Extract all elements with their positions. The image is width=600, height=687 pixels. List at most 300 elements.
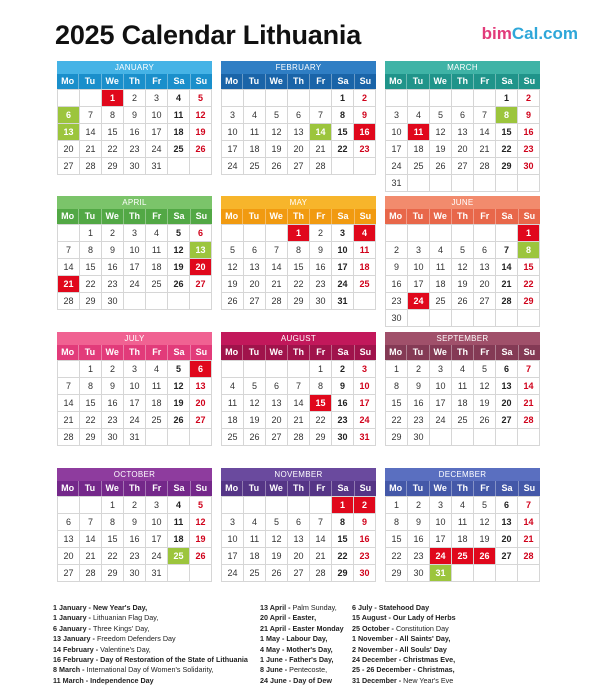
day-cell[interactable]: 11: [452, 514, 474, 531]
day-cell[interactable]: 6: [474, 242, 496, 259]
day-cell[interactable]: 1: [332, 90, 354, 107]
day-cell[interactable]: 19: [190, 531, 212, 548]
day-cell[interactable]: 9: [354, 107, 376, 124]
day-cell[interactable]: 28: [288, 429, 310, 446]
day-cell[interactable]: 20: [190, 395, 212, 412]
day-cell[interactable]: 10: [430, 378, 452, 395]
day-cell[interactable]: 27: [496, 412, 518, 429]
day-cell[interactable]: 16: [408, 531, 430, 548]
day-cell[interactable]: 19: [430, 141, 452, 158]
day-cell[interactable]: 19: [266, 141, 288, 158]
day-cell[interactable]: 1: [518, 225, 540, 242]
day-cell[interactable]: 17: [354, 395, 376, 412]
day-cell[interactable]: 22: [386, 412, 408, 429]
day-cell[interactable]: 21: [266, 276, 288, 293]
day-cell[interactable]: 26: [474, 412, 496, 429]
day-cell[interactable]: 17: [430, 531, 452, 548]
day-cell[interactable]: 27: [58, 565, 80, 582]
day-cell[interactable]: 8: [80, 242, 102, 259]
day-cell[interactable]: 19: [190, 124, 212, 141]
day-cell[interactable]: 26: [190, 141, 212, 158]
day-cell[interactable]: 10: [408, 259, 430, 276]
day-cell[interactable]: 20: [58, 141, 80, 158]
day-cell[interactable]: 12: [430, 124, 452, 141]
day-cell[interactable]: 29: [386, 429, 408, 446]
day-cell[interactable]: 27: [244, 293, 266, 310]
day-cell[interactable]: 1: [102, 90, 124, 107]
day-cell[interactable]: 18: [452, 531, 474, 548]
day-cell[interactable]: 9: [124, 107, 146, 124]
day-cell[interactable]: 24: [124, 276, 146, 293]
day-cell[interactable]: 13: [190, 242, 212, 259]
day-cell[interactable]: 9: [124, 514, 146, 531]
day-cell[interactable]: 14: [288, 395, 310, 412]
day-cell[interactable]: 12: [474, 514, 496, 531]
day-cell[interactable]: 22: [288, 276, 310, 293]
day-cell[interactable]: 29: [332, 565, 354, 582]
day-cell[interactable]: 6: [58, 514, 80, 531]
day-cell[interactable]: 25: [244, 565, 266, 582]
day-cell[interactable]: 23: [354, 141, 376, 158]
day-cell[interactable]: 26: [266, 565, 288, 582]
day-cell[interactable]: 3: [124, 225, 146, 242]
day-cell[interactable]: 8: [386, 378, 408, 395]
day-cell[interactable]: 18: [408, 141, 430, 158]
day-cell[interactable]: 26: [190, 548, 212, 565]
day-cell[interactable]: 24: [354, 412, 376, 429]
day-cell[interactable]: 23: [408, 412, 430, 429]
day-cell[interactable]: 4: [222, 378, 244, 395]
day-cell[interactable]: 12: [266, 531, 288, 548]
day-cell[interactable]: 14: [310, 531, 332, 548]
day-cell[interactable]: 20: [190, 259, 212, 276]
day-cell[interactable]: 8: [386, 514, 408, 531]
day-cell[interactable]: 4: [168, 497, 190, 514]
day-cell[interactable]: 12: [244, 395, 266, 412]
day-cell[interactable]: 3: [354, 361, 376, 378]
day-cell[interactable]: 6: [190, 361, 212, 378]
day-cell[interactable]: 8: [518, 242, 540, 259]
day-cell[interactable]: 5: [190, 90, 212, 107]
day-cell[interactable]: 1: [102, 497, 124, 514]
day-cell[interactable]: 14: [518, 378, 540, 395]
day-cell[interactable]: 10: [332, 242, 354, 259]
day-cell[interactable]: 19: [266, 548, 288, 565]
day-cell[interactable]: 11: [244, 531, 266, 548]
day-cell[interactable]: 21: [496, 276, 518, 293]
day-cell[interactable]: 27: [474, 293, 496, 310]
day-cell[interactable]: 2: [354, 497, 376, 514]
day-cell[interactable]: 26: [266, 158, 288, 175]
day-cell[interactable]: 2: [102, 361, 124, 378]
day-cell[interactable]: 7: [518, 361, 540, 378]
day-cell[interactable]: 2: [386, 242, 408, 259]
day-cell[interactable]: 15: [102, 124, 124, 141]
day-cell[interactable]: 26: [168, 412, 190, 429]
day-cell[interactable]: 22: [102, 548, 124, 565]
day-cell[interactable]: 31: [124, 429, 146, 446]
day-cell[interactable]: 9: [518, 107, 540, 124]
day-cell[interactable]: 26: [430, 158, 452, 175]
day-cell[interactable]: 4: [244, 107, 266, 124]
day-cell[interactable]: 31: [146, 158, 168, 175]
day-cell[interactable]: 17: [332, 259, 354, 276]
day-cell[interactable]: 7: [58, 378, 80, 395]
day-cell[interactable]: 7: [310, 514, 332, 531]
day-cell[interactable]: 6: [496, 497, 518, 514]
day-cell[interactable]: 29: [102, 565, 124, 582]
day-cell[interactable]: 27: [288, 565, 310, 582]
day-cell[interactable]: 30: [408, 429, 430, 446]
day-cell[interactable]: 1: [386, 361, 408, 378]
day-cell[interactable]: 31: [430, 565, 452, 582]
day-cell[interactable]: 17: [124, 395, 146, 412]
day-cell[interactable]: 11: [168, 514, 190, 531]
day-cell[interactable]: 16: [354, 124, 376, 141]
day-cell[interactable]: 9: [310, 242, 332, 259]
day-cell[interactable]: 20: [266, 412, 288, 429]
day-cell[interactable]: 18: [354, 259, 376, 276]
day-cell[interactable]: 18: [168, 531, 190, 548]
day-cell[interactable]: 29: [518, 293, 540, 310]
day-cell[interactable]: 24: [124, 412, 146, 429]
day-cell[interactable]: 4: [452, 497, 474, 514]
day-cell[interactable]: 16: [102, 395, 124, 412]
day-cell[interactable]: 14: [474, 124, 496, 141]
day-cell[interactable]: 17: [386, 141, 408, 158]
day-cell[interactable]: 20: [452, 141, 474, 158]
day-cell[interactable]: 21: [518, 531, 540, 548]
day-cell[interactable]: 22: [80, 276, 102, 293]
day-cell[interactable]: 1: [80, 225, 102, 242]
day-cell[interactable]: 9: [102, 242, 124, 259]
day-cell[interactable]: 16: [518, 124, 540, 141]
day-cell[interactable]: 12: [266, 124, 288, 141]
day-cell[interactable]: 1: [80, 361, 102, 378]
day-cell[interactable]: 4: [146, 361, 168, 378]
day-cell[interactable]: 24: [146, 141, 168, 158]
day-cell[interactable]: 19: [168, 259, 190, 276]
day-cell[interactable]: 18: [146, 259, 168, 276]
day-cell[interactable]: 6: [288, 514, 310, 531]
day-cell[interactable]: 5: [168, 225, 190, 242]
day-cell[interactable]: 25: [452, 548, 474, 565]
day-cell[interactable]: 5: [452, 242, 474, 259]
day-cell[interactable]: 23: [102, 412, 124, 429]
day-cell[interactable]: 19: [222, 276, 244, 293]
day-cell[interactable]: 12: [168, 242, 190, 259]
day-cell[interactable]: 9: [332, 378, 354, 395]
day-cell[interactable]: 17: [146, 531, 168, 548]
day-cell[interactable]: 23: [354, 548, 376, 565]
day-cell[interactable]: 24: [146, 548, 168, 565]
day-cell[interactable]: 9: [408, 514, 430, 531]
day-cell[interactable]: 22: [386, 548, 408, 565]
day-cell[interactable]: 13: [58, 531, 80, 548]
day-cell[interactable]: 25: [430, 293, 452, 310]
day-cell[interactable]: 13: [496, 514, 518, 531]
day-cell[interactable]: 21: [310, 141, 332, 158]
day-cell[interactable]: 7: [80, 514, 102, 531]
day-cell[interactable]: 25: [222, 429, 244, 446]
day-cell[interactable]: 18: [244, 141, 266, 158]
day-cell[interactable]: 10: [430, 514, 452, 531]
day-cell[interactable]: 15: [80, 259, 102, 276]
day-cell[interactable]: 14: [518, 514, 540, 531]
day-cell[interactable]: 10: [354, 378, 376, 395]
day-cell[interactable]: 7: [518, 497, 540, 514]
day-cell[interactable]: 31: [146, 565, 168, 582]
day-cell[interactable]: 5: [266, 107, 288, 124]
day-cell[interactable]: 25: [168, 548, 190, 565]
day-cell[interactable]: 29: [80, 429, 102, 446]
day-cell[interactable]: 15: [288, 259, 310, 276]
day-cell[interactable]: 11: [452, 378, 474, 395]
day-cell[interactable]: 23: [124, 141, 146, 158]
day-cell[interactable]: 23: [408, 548, 430, 565]
day-cell[interactable]: 29: [288, 293, 310, 310]
day-cell[interactable]: 26: [244, 429, 266, 446]
day-cell[interactable]: 2: [102, 225, 124, 242]
day-cell[interactable]: 30: [518, 158, 540, 175]
day-cell[interactable]: 2: [332, 361, 354, 378]
day-cell[interactable]: 30: [102, 429, 124, 446]
day-cell[interactable]: 5: [222, 242, 244, 259]
day-cell[interactable]: 14: [80, 124, 102, 141]
day-cell[interactable]: 6: [452, 107, 474, 124]
day-cell[interactable]: 12: [452, 259, 474, 276]
day-cell[interactable]: 3: [222, 514, 244, 531]
day-cell[interactable]: 16: [102, 259, 124, 276]
day-cell[interactable]: 3: [124, 361, 146, 378]
day-cell[interactable]: 16: [386, 276, 408, 293]
day-cell[interactable]: 21: [310, 548, 332, 565]
day-cell[interactable]: 16: [354, 531, 376, 548]
day-cell[interactable]: 5: [474, 361, 496, 378]
day-cell[interactable]: 22: [310, 412, 332, 429]
day-cell[interactable]: 14: [58, 259, 80, 276]
day-cell[interactable]: 7: [288, 378, 310, 395]
day-cell[interactable]: 11: [146, 242, 168, 259]
day-cell[interactable]: 11: [168, 107, 190, 124]
day-cell[interactable]: 5: [266, 514, 288, 531]
day-cell[interactable]: 11: [354, 242, 376, 259]
day-cell[interactable]: 4: [146, 225, 168, 242]
day-cell[interactable]: 8: [310, 378, 332, 395]
day-cell[interactable]: 2: [310, 225, 332, 242]
day-cell[interactable]: 9: [408, 378, 430, 395]
day-cell[interactable]: 4: [452, 361, 474, 378]
day-cell[interactable]: 28: [310, 158, 332, 175]
day-cell[interactable]: 28: [58, 293, 80, 310]
day-cell[interactable]: 22: [518, 276, 540, 293]
day-cell[interactable]: 3: [408, 242, 430, 259]
day-cell[interactable]: 14: [80, 531, 102, 548]
day-cell[interactable]: 20: [474, 276, 496, 293]
day-cell[interactable]: 30: [354, 565, 376, 582]
day-cell[interactable]: 7: [80, 107, 102, 124]
day-cell[interactable]: 13: [496, 378, 518, 395]
day-cell[interactable]: 23: [518, 141, 540, 158]
day-cell[interactable]: 3: [332, 225, 354, 242]
day-cell[interactable]: 15: [80, 395, 102, 412]
day-cell[interactable]: 30: [332, 429, 354, 446]
day-cell[interactable]: 4: [244, 514, 266, 531]
day-cell[interactable]: 8: [102, 107, 124, 124]
day-cell[interactable]: 16: [124, 531, 146, 548]
day-cell[interactable]: 18: [146, 395, 168, 412]
day-cell[interactable]: 21: [288, 412, 310, 429]
day-cell[interactable]: 3: [222, 107, 244, 124]
day-cell[interactable]: 26: [168, 276, 190, 293]
day-cell[interactable]: 7: [496, 242, 518, 259]
day-cell[interactable]: 12: [222, 259, 244, 276]
day-cell[interactable]: 31: [332, 293, 354, 310]
day-cell[interactable]: 8: [102, 514, 124, 531]
day-cell[interactable]: 8: [80, 378, 102, 395]
day-cell[interactable]: 31: [354, 429, 376, 446]
day-cell[interactable]: 28: [80, 565, 102, 582]
day-cell[interactable]: 6: [266, 378, 288, 395]
day-cell[interactable]: 3: [430, 497, 452, 514]
day-cell[interactable]: 13: [266, 395, 288, 412]
day-cell[interactable]: 29: [386, 565, 408, 582]
day-cell[interactable]: 25: [146, 412, 168, 429]
day-cell[interactable]: 5: [474, 497, 496, 514]
day-cell[interactable]: 13: [474, 259, 496, 276]
day-cell[interactable]: 20: [244, 276, 266, 293]
day-cell[interactable]: 25: [408, 158, 430, 175]
day-cell[interactable]: 13: [452, 124, 474, 141]
day-cell[interactable]: 25: [354, 276, 376, 293]
day-cell[interactable]: 28: [518, 412, 540, 429]
day-cell[interactable]: 4: [430, 242, 452, 259]
day-cell[interactable]: 19: [244, 412, 266, 429]
day-cell[interactable]: 6: [496, 361, 518, 378]
day-cell[interactable]: 26: [452, 293, 474, 310]
day-cell[interactable]: 19: [474, 531, 496, 548]
day-cell[interactable]: 16: [310, 259, 332, 276]
day-cell[interactable]: 3: [146, 497, 168, 514]
day-cell[interactable]: 1: [386, 497, 408, 514]
day-cell[interactable]: 27: [288, 158, 310, 175]
day-cell[interactable]: 28: [310, 565, 332, 582]
day-cell[interactable]: 19: [452, 276, 474, 293]
day-cell[interactable]: 12: [474, 378, 496, 395]
day-cell[interactable]: 15: [386, 395, 408, 412]
day-cell[interactable]: 7: [310, 107, 332, 124]
day-cell[interactable]: 21: [518, 395, 540, 412]
day-cell[interactable]: 14: [310, 124, 332, 141]
day-cell[interactable]: 24: [222, 158, 244, 175]
day-cell[interactable]: 4: [354, 225, 376, 242]
day-cell[interactable]: 25: [146, 276, 168, 293]
day-cell[interactable]: 10: [222, 531, 244, 548]
day-cell[interactable]: 2: [408, 497, 430, 514]
day-cell[interactable]: 26: [222, 293, 244, 310]
day-cell[interactable]: 20: [496, 395, 518, 412]
day-cell[interactable]: 11: [146, 378, 168, 395]
day-cell[interactable]: 4: [168, 90, 190, 107]
day-cell[interactable]: 10: [124, 378, 146, 395]
day-cell[interactable]: 2: [408, 361, 430, 378]
day-cell[interactable]: 17: [430, 395, 452, 412]
day-cell[interactable]: 1: [332, 497, 354, 514]
day-cell[interactable]: 18: [244, 548, 266, 565]
day-cell[interactable]: 24: [222, 565, 244, 582]
day-cell[interactable]: 29: [102, 158, 124, 175]
day-cell[interactable]: 8: [332, 107, 354, 124]
day-cell[interactable]: 27: [58, 158, 80, 175]
day-cell[interactable]: 28: [80, 158, 102, 175]
day-cell[interactable]: 5: [168, 361, 190, 378]
day-cell[interactable]: 8: [288, 242, 310, 259]
day-cell[interactable]: 25: [244, 158, 266, 175]
day-cell[interactable]: 8: [496, 107, 518, 124]
day-cell[interactable]: 5: [430, 107, 452, 124]
day-cell[interactable]: 26: [474, 548, 496, 565]
day-cell[interactable]: 6: [58, 107, 80, 124]
day-cell[interactable]: 9: [354, 514, 376, 531]
day-cell[interactable]: 15: [332, 124, 354, 141]
day-cell[interactable]: 22: [496, 141, 518, 158]
day-cell[interactable]: 21: [80, 141, 102, 158]
day-cell[interactable]: 13: [58, 124, 80, 141]
day-cell[interactable]: 13: [288, 124, 310, 141]
day-cell[interactable]: 22: [80, 412, 102, 429]
day-cell[interactable]: 2: [124, 90, 146, 107]
day-cell[interactable]: 28: [496, 293, 518, 310]
day-cell[interactable]: 12: [168, 378, 190, 395]
day-cell[interactable]: 18: [452, 395, 474, 412]
day-cell[interactable]: 1: [496, 90, 518, 107]
day-cell[interactable]: 28: [266, 293, 288, 310]
day-cell[interactable]: 15: [386, 531, 408, 548]
day-cell[interactable]: 31: [386, 175, 408, 192]
day-cell[interactable]: 3: [430, 361, 452, 378]
day-cell[interactable]: 28: [518, 548, 540, 565]
day-cell[interactable]: 11: [244, 124, 266, 141]
day-cell[interactable]: 6: [288, 107, 310, 124]
day-cell[interactable]: 19: [474, 395, 496, 412]
day-cell[interactable]: 12: [190, 514, 212, 531]
day-cell[interactable]: 23: [310, 276, 332, 293]
day-cell[interactable]: 15: [102, 531, 124, 548]
day-cell[interactable]: 30: [386, 310, 408, 327]
day-cell[interactable]: 18: [222, 412, 244, 429]
day-cell[interactable]: 11: [408, 124, 430, 141]
day-cell[interactable]: 21: [474, 141, 496, 158]
day-cell[interactable]: 18: [430, 276, 452, 293]
day-cell[interactable]: 23: [124, 548, 146, 565]
day-cell[interactable]: 24: [386, 158, 408, 175]
day-cell[interactable]: 24: [430, 412, 452, 429]
day-cell[interactable]: 13: [288, 531, 310, 548]
day-cell[interactable]: 20: [288, 548, 310, 565]
day-cell[interactable]: 13: [244, 259, 266, 276]
day-cell[interactable]: 17: [222, 141, 244, 158]
day-cell[interactable]: 6: [190, 225, 212, 242]
day-cell[interactable]: 10: [222, 124, 244, 141]
day-cell[interactable]: 20: [496, 531, 518, 548]
day-cell[interactable]: 2: [354, 90, 376, 107]
day-cell[interactable]: 12: [190, 107, 212, 124]
day-cell[interactable]: 14: [58, 395, 80, 412]
day-cell[interactable]: 23: [102, 276, 124, 293]
day-cell[interactable]: 24: [430, 548, 452, 565]
day-cell[interactable]: 23: [386, 293, 408, 310]
day-cell[interactable]: 27: [190, 276, 212, 293]
